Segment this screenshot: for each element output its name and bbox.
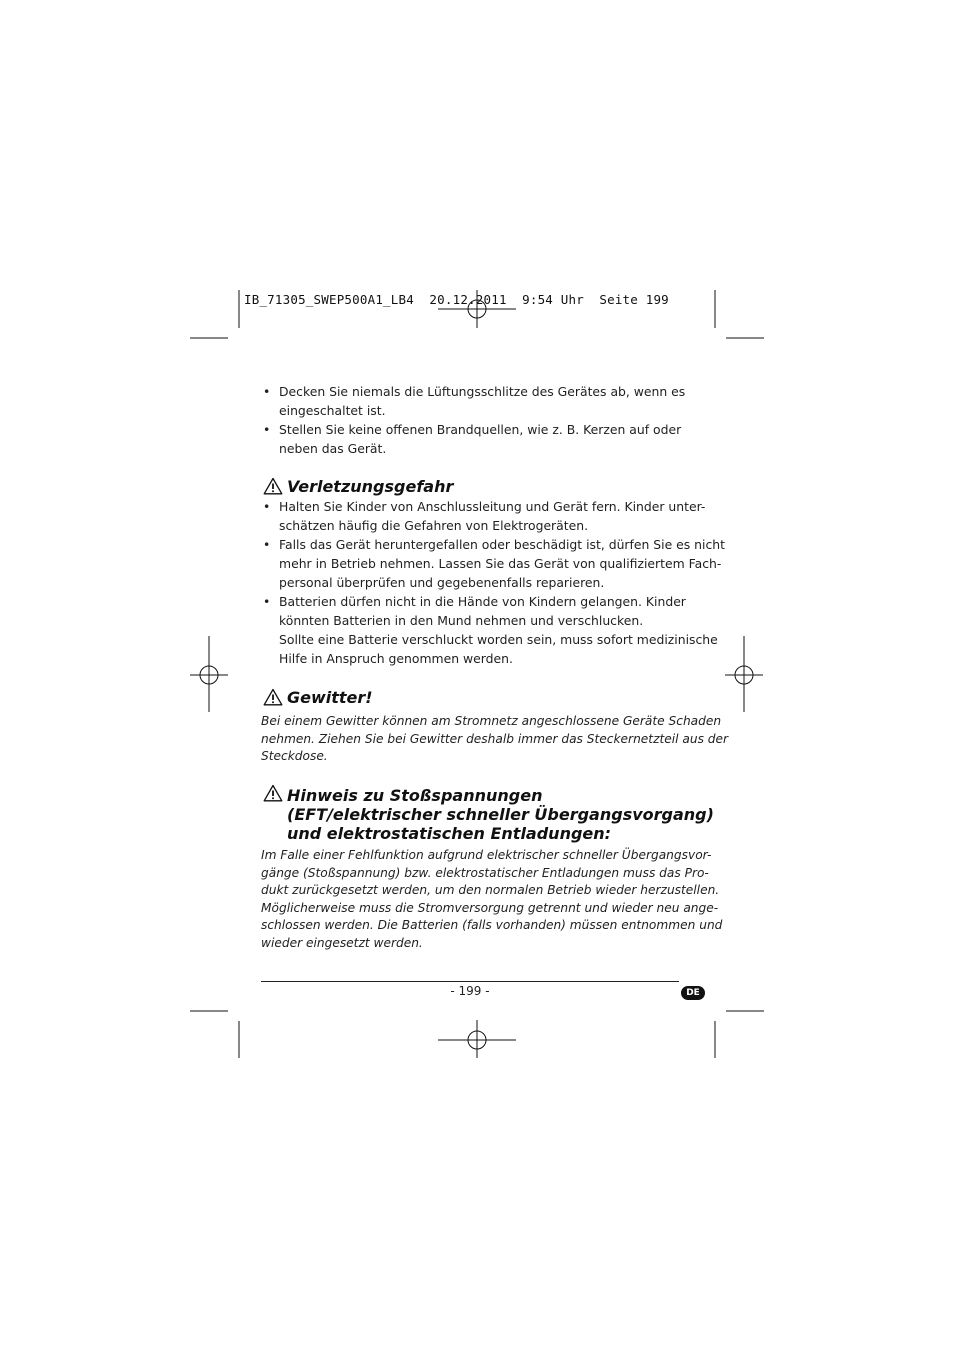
list-item: • Decken Sie niemals die Lüftungsschlitze des Gerätes ab, wenn es eingeschaltet ist. [261,382,681,420]
section-title: Verletzungsgefahr [287,477,454,496]
surge-paragraph: Im Falle einer Fehlfunktion aufgrund elektrischer schneller Übergangsvor- gänge (Stoßspannung) bzw. elektrostatischer Entladungen muss das Pro- dukt zurückgesetzt werden, um den normalen Betrieb wieder herzustellen. Möglicherweise muss die Stromversorgung getrennt und wieder neu ange- schlossen werden. Die Batterien (falls vorhanden) müssen entnommen und wieder eingesetzt werden. [261,848,723,950]
print-header-slug: IB_71305_SWEP500A1_LB4 20.12.2011 9:54 Uhr Seite 199 [244,292,669,307]
section-title-line: (EFT/elektrischer schneller Übergangsvorgang) [287,805,714,824]
page-number: - 199 - [450,984,490,998]
intro-bullet-list [261,382,686,458]
thunderstorm-paragraph: Bei einem Gewitter können am Stromnetz angeschlossene Geräte Schaden nehmen. Ziehen Sie bei Gewitter deshalb immer das Steckernetzteil aus der Steckdose. [261,714,729,764]
footer-divider [261,981,679,982]
section-title: Gewitter! [287,688,373,707]
language-badge: DE [681,986,705,1000]
list-item: • Halten Sie Kinder von Anschlussleitung und Gerät fern. Kinder unter- schätzen häufig die Gefahren von Elektrogeräten. [261,497,681,535]
section-title-line: Hinweis zu Stoßspannungen [287,786,543,805]
warning-triangle-icon [263,784,283,802]
list-item: • Batterien dürfen nicht in die Hände von Kindern gelangen. Kinder könnten Batterien in den Mund nehmen und verschlucken. Sollte eine Batterie verschluckt worden sein, muss sofort medizinische Hilfe in Anspruch genommen werden. [261,592,681,668]
list-item: • Falls das Gerät heruntergefallen oder beschädigt ist, dürfen Sie es nicht mehr in Betrieb nehmen. Lassen Sie das Gerät von qualifiziertem Fach- personal überprüfen und gegebenenfalls reparieren. [261,535,681,592]
warning-triangle-icon [263,477,283,495]
section-title-line: und elektrostatischen Entladungen: [287,824,612,843]
warning-triangle-icon [263,688,283,706]
list-item: • Stellen Sie keine offenen Brandquellen, wie z. B. Kerzen auf oder neben das Gerät. [261,420,681,458]
injury-bullet-list [261,497,726,668]
